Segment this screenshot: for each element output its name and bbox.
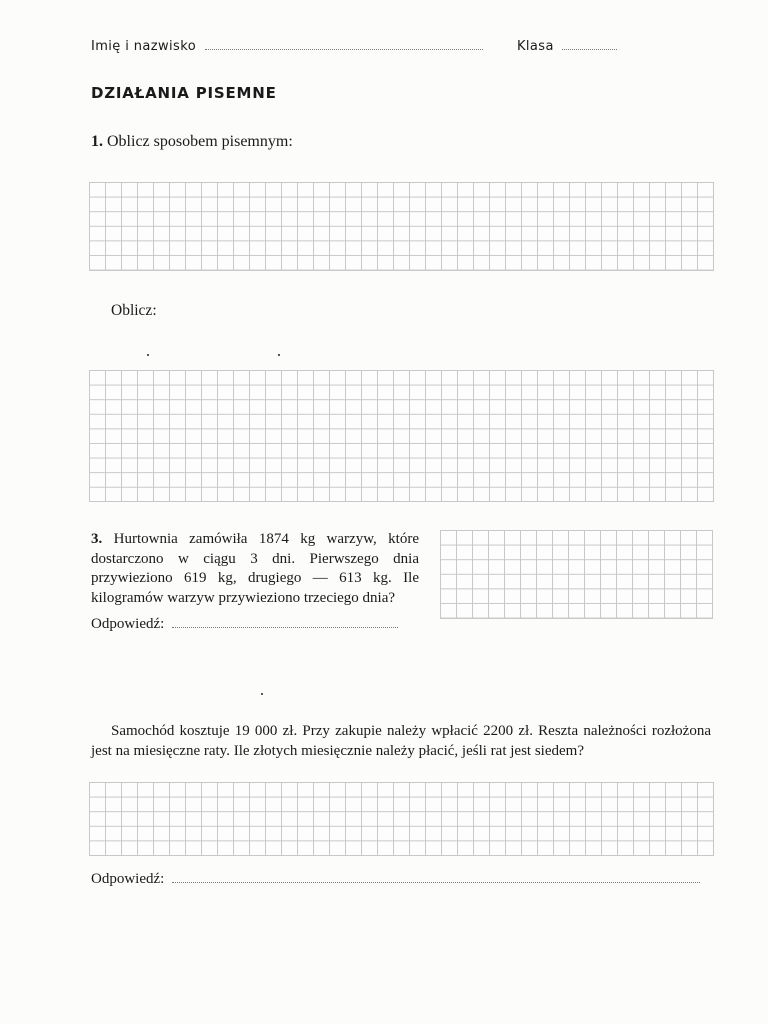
task-4-answer-label: Odpowiedź: — [91, 871, 165, 887]
page-title: DZIAŁANIA PISEMNE — [91, 84, 277, 102]
class-input-line[interactable] — [562, 49, 617, 50]
task-2-grid[interactable] — [89, 370, 714, 502]
task-1-number: 1. — [91, 133, 103, 150]
task-1-heading — [91, 133, 293, 151]
name-label: Imię i nazwisko — [91, 39, 197, 54]
name-input-line[interactable] — [205, 49, 483, 50]
task-3-grid[interactable] — [440, 530, 713, 619]
task-4-answer-row — [91, 871, 700, 888]
task-3-answer-label: Odpowiedź: — [91, 616, 165, 632]
task-4-body — [91, 722, 711, 761]
name-field-row — [91, 39, 483, 54]
task-1-text: Oblicz sposobem pisemnym: — [107, 133, 293, 150]
task-3-body — [91, 530, 419, 608]
task-2-heading: Oblicz: — [111, 302, 157, 319]
class-label: Klasa — [517, 39, 554, 54]
scan-speck — [261, 693, 263, 695]
task-4-grid[interactable] — [89, 782, 714, 856]
task-1-grid[interactable] — [89, 182, 714, 271]
task-3-answer-line[interactable] — [172, 627, 398, 628]
task-3-answer-row — [91, 616, 398, 633]
task-3-text: Hurtownia zamówiła 1874 kg warzyw, które dostarczono w ciągu 3 dni. Pierwszego dnia przywieziono 619 kg, drugiego — 613 kg. Ile kilogramów warzyw przywieziono trzeciego dnia? — [91, 531, 419, 606]
scan-speck — [147, 354, 149, 356]
class-field-row — [517, 39, 617, 54]
task-4-answer-line[interactable] — [172, 882, 700, 883]
task-3-number: 3. — [91, 531, 103, 547]
scan-speck — [278, 354, 280, 356]
task-4-text: Samochód kosztuje 19 000 zł. Przy zakupie należy wpłacić 2200 zł. Reszta należności rozłożona jest na miesięczne raty. Ile złotych miesięcznie należy płacić, jeśli rat jest siedem? — [91, 723, 711, 759]
